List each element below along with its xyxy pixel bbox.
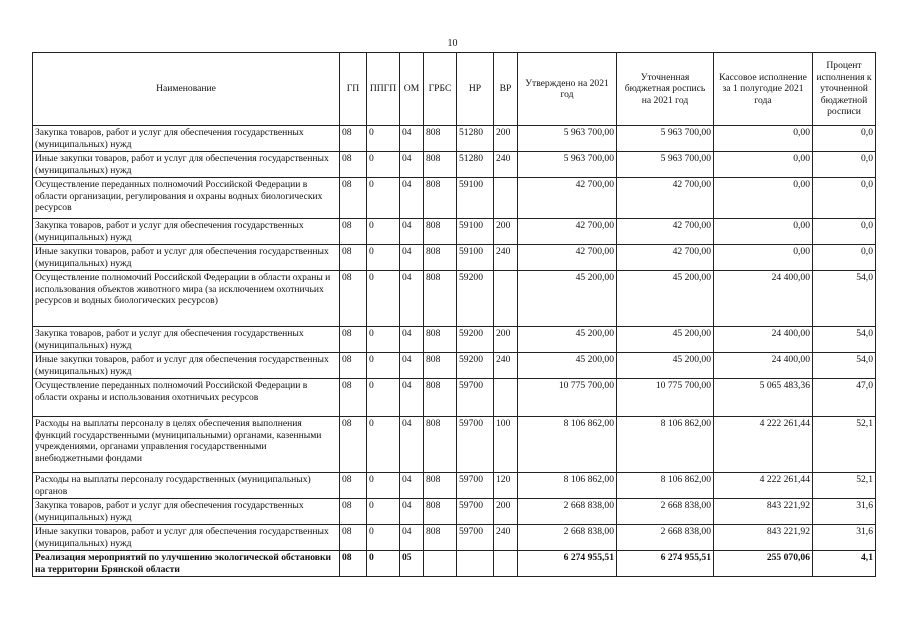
- row-nr: 59200: [457, 353, 494, 379]
- row-refined: 2 668 838,00: [617, 525, 714, 551]
- row-gp: 08: [340, 353, 367, 379]
- row-om: 04: [400, 271, 424, 327]
- row-approved: 2 668 838,00: [518, 525, 617, 551]
- row-name: Осуществление полномочий Российской Федерации в области охраны и использования объектов животного мира (за исключением охотничьих ресурсов и водных биологических ресурсов): [33, 271, 340, 327]
- table-header-row: [33, 53, 876, 126]
- row-ppgp: 0: [367, 178, 400, 219]
- row-vr: 200: [494, 126, 518, 152]
- row-name: Расходы на выплаты персоналу в целях обеспечения выполнения функций государственными (муниципальными) органами, казенными учреждениями, органами управления государственными внебюджетными фондами: [33, 417, 340, 473]
- row-nr: 51280: [457, 152, 494, 178]
- row-ppgp: 0: [367, 551, 400, 577]
- row-refined: 42 700,00: [617, 178, 714, 219]
- row-name: Иные закупки товаров, работ и услуг для обеспечения государственных (муниципальных) нужд: [33, 245, 340, 271]
- row-ppgp: 0: [367, 473, 400, 499]
- row-name: Осуществление переданных полномочий Российской Федерации в области охраны и использования охотничьих ресурсов: [33, 379, 340, 417]
- table-row: [33, 499, 876, 525]
- row-refined: 42 700,00: [617, 245, 714, 271]
- row-name: Реализация мероприятий по улучшению экологической обстановки на территории Брянской области: [33, 551, 340, 577]
- row-vr: [494, 271, 518, 327]
- row-vr: 200: [494, 219, 518, 245]
- row-executed: 24 400,00: [714, 271, 813, 327]
- row-ppgp: 0: [367, 379, 400, 417]
- table-row: [33, 379, 876, 417]
- row-grbs: 808: [424, 219, 457, 245]
- row-ppgp: 0: [367, 271, 400, 327]
- row-om: 04: [400, 327, 424, 353]
- row-grbs: 808: [424, 178, 457, 219]
- row-om: 04: [400, 152, 424, 178]
- row-gp: 08: [340, 551, 367, 577]
- row-refined: 45 200,00: [617, 327, 714, 353]
- table-row: [33, 551, 876, 577]
- header-om: ОМ: [400, 53, 424, 126]
- row-gp: 08: [340, 499, 367, 525]
- row-grbs: 808: [424, 499, 457, 525]
- row-vr: 240: [494, 245, 518, 271]
- row-name: Иные закупки товаров, работ и услуг для обеспечения государственных (муниципальных) нужд: [33, 353, 340, 379]
- row-approved: 8 106 862,00: [518, 417, 617, 473]
- row-executed: 843 221,92: [714, 499, 813, 525]
- row-nr: 59100: [457, 178, 494, 219]
- row-refined: 8 106 862,00: [617, 417, 714, 473]
- row-percent: 52,1: [813, 417, 876, 473]
- row-refined: 5 963 700,00: [617, 152, 714, 178]
- row-vr: 120: [494, 473, 518, 499]
- row-percent: 54,0: [813, 327, 876, 353]
- row-refined: 45 200,00: [617, 271, 714, 327]
- row-grbs: 808: [424, 525, 457, 551]
- row-percent: 0,0: [813, 126, 876, 152]
- row-gp: 08: [340, 271, 367, 327]
- row-name: Иные закупки товаров, работ и услуг для обеспечения государственных (муниципальных) нужд: [33, 525, 340, 551]
- row-percent: 0,0: [813, 178, 876, 219]
- row-vr: 240: [494, 353, 518, 379]
- row-approved: 10 775 700,00: [518, 379, 617, 417]
- row-nr: 59700: [457, 499, 494, 525]
- row-gp: 08: [340, 327, 367, 353]
- row-approved: 42 700,00: [518, 245, 617, 271]
- row-percent: 31,6: [813, 499, 876, 525]
- row-om: 04: [400, 126, 424, 152]
- row-ppgp: 0: [367, 245, 400, 271]
- row-gp: 08: [340, 152, 367, 178]
- row-percent: 54,0: [813, 271, 876, 327]
- row-executed: 24 400,00: [714, 327, 813, 353]
- row-executed: 0,00: [714, 126, 813, 152]
- row-name: Закупка товаров, работ и услуг для обеспечения государственных (муниципальных) нужд: [33, 219, 340, 245]
- row-grbs: 808: [424, 353, 457, 379]
- header-nr: НР: [457, 53, 494, 126]
- table-row: [33, 245, 876, 271]
- row-approved: 2 668 838,00: [518, 499, 617, 525]
- row-gp: 08: [340, 178, 367, 219]
- row-nr: 59700: [457, 417, 494, 473]
- row-name: Закупка товаров, работ и услуг для обеспечения государственных (муниципальных) нужд: [33, 327, 340, 353]
- row-om: 04: [400, 245, 424, 271]
- row-percent: 31,6: [813, 525, 876, 551]
- row-gp: 08: [340, 219, 367, 245]
- row-om: 05: [400, 551, 424, 577]
- row-om: 04: [400, 499, 424, 525]
- row-executed: 255 070,06: [714, 551, 813, 577]
- header-percent: Процент исполнения к уточненной бюджетной росписи: [813, 53, 876, 126]
- row-approved: 5 963 700,00: [518, 126, 617, 152]
- row-refined: 5 963 700,00: [617, 126, 714, 152]
- row-om: 04: [400, 379, 424, 417]
- row-nr: 59200: [457, 327, 494, 353]
- header-executed: Кассовое исполнение за 1 полугодие 2021 года: [714, 53, 813, 126]
- row-vr: 240: [494, 525, 518, 551]
- row-executed: 5 065 483,36: [714, 379, 813, 417]
- row-name: Расходы на выплаты персоналу государственных (муниципальных) органов: [33, 473, 340, 499]
- row-approved: 45 200,00: [518, 271, 617, 327]
- row-refined: 8 106 862,00: [617, 473, 714, 499]
- row-vr: [494, 379, 518, 417]
- row-grbs: 808: [424, 152, 457, 178]
- row-grbs: 808: [424, 379, 457, 417]
- row-nr: [457, 551, 494, 577]
- table-row: [33, 417, 876, 473]
- row-percent: 0,0: [813, 245, 876, 271]
- row-ppgp: 0: [367, 417, 400, 473]
- header-refined: Уточненная бюджетная роспись на 2021 год: [617, 53, 714, 126]
- row-grbs: 808: [424, 327, 457, 353]
- row-name: Иные закупки товаров, работ и услуг для обеспечения государственных (муниципальных) нужд: [33, 152, 340, 178]
- row-grbs: [424, 551, 457, 577]
- row-refined: 6 274 955,51: [617, 551, 714, 577]
- row-om: 04: [400, 219, 424, 245]
- row-approved: 45 200,00: [518, 353, 617, 379]
- row-executed: 4 222 261,44: [714, 473, 813, 499]
- row-om: 04: [400, 417, 424, 473]
- row-executed: 0,00: [714, 152, 813, 178]
- row-gp: 08: [340, 417, 367, 473]
- row-executed: 0,00: [714, 245, 813, 271]
- row-vr: 200: [494, 327, 518, 353]
- row-nr: 59200: [457, 271, 494, 327]
- row-ppgp: 0: [367, 525, 400, 551]
- row-nr: 59700: [457, 379, 494, 417]
- table-row: [33, 327, 876, 353]
- row-name: Закупка товаров, работ и услуг для обеспечения государственных (муниципальных) нужд: [33, 499, 340, 525]
- row-vr: 200: [494, 499, 518, 525]
- row-executed: 0,00: [714, 178, 813, 219]
- row-grbs: 808: [424, 245, 457, 271]
- row-percent: 54,0: [813, 353, 876, 379]
- row-om: 04: [400, 353, 424, 379]
- row-executed: 843 221,92: [714, 525, 813, 551]
- header-vr: ВР: [494, 53, 518, 126]
- row-grbs: 808: [424, 271, 457, 327]
- row-ppgp: 0: [367, 126, 400, 152]
- header-grbs: ГРБС: [424, 53, 457, 126]
- table-row: [33, 525, 876, 551]
- row-nr: 59700: [457, 473, 494, 499]
- header-approved: Утверждено на 2021 год: [518, 53, 617, 126]
- row-approved: 45 200,00: [518, 327, 617, 353]
- row-refined: 45 200,00: [617, 353, 714, 379]
- row-approved: 42 700,00: [518, 178, 617, 219]
- row-gp: 08: [340, 126, 367, 152]
- row-approved: 42 700,00: [518, 219, 617, 245]
- row-ppgp: 0: [367, 219, 400, 245]
- row-ppgp: 0: [367, 499, 400, 525]
- row-ppgp: 0: [367, 353, 400, 379]
- row-gp: 08: [340, 245, 367, 271]
- row-nr: 51280: [457, 126, 494, 152]
- row-gp: 08: [340, 473, 367, 499]
- row-grbs: 808: [424, 126, 457, 152]
- row-gp: 08: [340, 379, 367, 417]
- header-ppgp: ППГП: [367, 53, 400, 126]
- row-gp: 08: [340, 525, 367, 551]
- row-executed: 0,00: [714, 219, 813, 245]
- table-row: [33, 353, 876, 379]
- table-row: [33, 219, 876, 245]
- row-grbs: 808: [424, 417, 457, 473]
- row-ppgp: 0: [367, 152, 400, 178]
- row-refined: 2 668 838,00: [617, 499, 714, 525]
- row-nr: 59100: [457, 219, 494, 245]
- row-vr: [494, 551, 518, 577]
- row-refined: 10 775 700,00: [617, 379, 714, 417]
- row-om: 04: [400, 473, 424, 499]
- header-gp: ГП: [340, 53, 367, 126]
- table-row: [33, 271, 876, 327]
- row-grbs: 808: [424, 473, 457, 499]
- row-ppgp: 0: [367, 327, 400, 353]
- row-vr: 240: [494, 152, 518, 178]
- row-vr: [494, 178, 518, 219]
- row-percent: 47,0: [813, 379, 876, 417]
- table-row: [33, 152, 876, 178]
- row-percent: 0,0: [813, 219, 876, 245]
- budget-table: [32, 52, 876, 577]
- row-percent: 0,0: [813, 152, 876, 178]
- row-om: 04: [400, 178, 424, 219]
- row-refined: 42 700,00: [617, 219, 714, 245]
- row-percent: 4,1: [813, 551, 876, 577]
- header-name: Наименование: [33, 53, 340, 126]
- row-vr: 100: [494, 417, 518, 473]
- row-name: Осуществление переданных полномочий Российской Федерации в области организации, регулирования и охраны водных биологических ресурсов: [33, 178, 340, 219]
- row-approved: 5 963 700,00: [518, 152, 617, 178]
- table-row: [33, 178, 876, 219]
- row-executed: 4 222 261,44: [714, 417, 813, 473]
- row-approved: 8 106 862,00: [518, 473, 617, 499]
- row-approved: 6 274 955,51: [518, 551, 617, 577]
- row-executed: 24 400,00: [714, 353, 813, 379]
- row-percent: 52,1: [813, 473, 876, 499]
- table-row: [33, 473, 876, 499]
- row-nr: 59700: [457, 525, 494, 551]
- row-name: Закупка товаров, работ и услуг для обеспечения государственных (муниципальных) нужд: [33, 126, 340, 152]
- page-number: 10: [447, 38, 458, 49]
- table-row: [33, 126, 876, 152]
- row-om: 04: [400, 525, 424, 551]
- row-nr: 59100: [457, 245, 494, 271]
